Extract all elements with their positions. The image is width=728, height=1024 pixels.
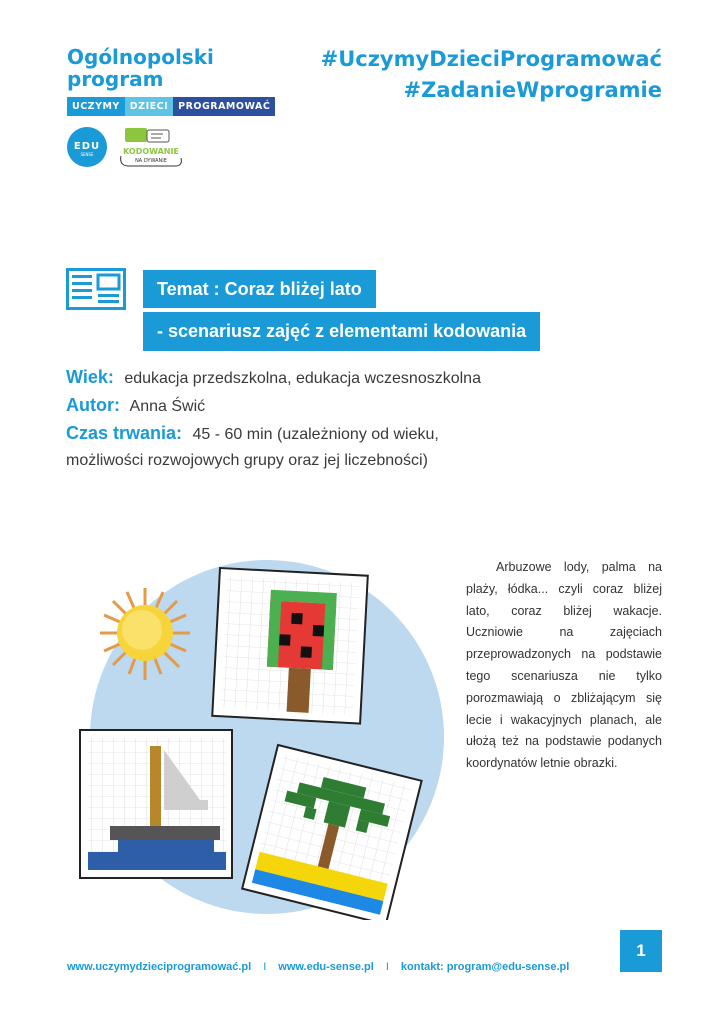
kod-logo-text: KODOWANIE [123,147,179,156]
duration-value-continued: możliwości rozwojowych grupy oraz jej liczebności) [66,452,428,469]
program-title-line1: Ogólnopolski [67,45,214,69]
edu-logo-subtext: SENSE [80,152,94,157]
banner-segment-dzieci: DZIECI [125,97,173,116]
footer-links [67,961,569,973]
footer-link-uczymy[interactable]: www.uczymydzieciprogramować.pl [67,961,252,973]
summer-pixel-art-illustration [70,540,450,920]
duration-row [66,420,586,448]
footer-contact[interactable]: kontakt: program@edu-sense.pl [400,961,570,973]
footer-separator: I [385,961,389,973]
hashtag-uczymy: #UczymyDzieciProgramować [320,47,662,71]
banner-segment-programowac: PROGRAMOWAĆ [173,97,275,116]
topic-title: Temat : Coraz bliżej lato [143,270,376,308]
program-title-line2: program [67,67,164,91]
lesson-meta [66,364,586,474]
kod-logo-subtext: NA DYWANIE [135,158,167,164]
sailboat-card [80,730,232,878]
topic-subtitle: - scenariusz zajęć z elementami kodowania [143,312,540,351]
watermelon-ice-cream-card [212,568,368,724]
duration-value: 45 - 60 min (uzależniony od wieku, [192,426,439,443]
author-value: Anna Świć [129,398,206,415]
banner-segment-uczymy: UCZYMY [67,97,125,116]
program-title [67,46,267,90]
author-row [66,392,586,420]
document-icon [66,268,126,310]
edu-sense-logo [67,127,107,167]
edu-logo-text: EDU [73,141,101,152]
scenario-description: Arbuzowe lody, palma na plaży, łódka... czyli coraz bliżej lato, coraz bliżej wakacje. Uczniowie na zajęciach przeprowadzonych na podstawie tego scenariusza nie tylko porozmawiają o zbliżającym się lecie i wakacyjnych planach, ale ułożą też na podstawie podanych koordynatów letnie obrazki. [466,560,662,771]
age-value: edukacja przedszkolna, edukacja wczesnoszkolna [124,370,481,387]
program-banner [67,97,275,116]
duration-label: Czas trwania: [66,423,183,443]
footer-separator: I [263,961,267,973]
age-row [66,364,586,392]
footer-link-edu-sense[interactable]: www.edu-sense.pl [278,961,374,973]
hashtag-zadanie: #ZadanieWprogramie [403,78,662,102]
hashtags [321,44,662,106]
duration-row-continued [66,448,586,474]
kodowanie-na-dywanie-logo [117,126,185,168]
author-label: Autor: [66,395,120,415]
page-number: 1 [620,930,662,972]
age-label: Wiek: [66,367,114,387]
